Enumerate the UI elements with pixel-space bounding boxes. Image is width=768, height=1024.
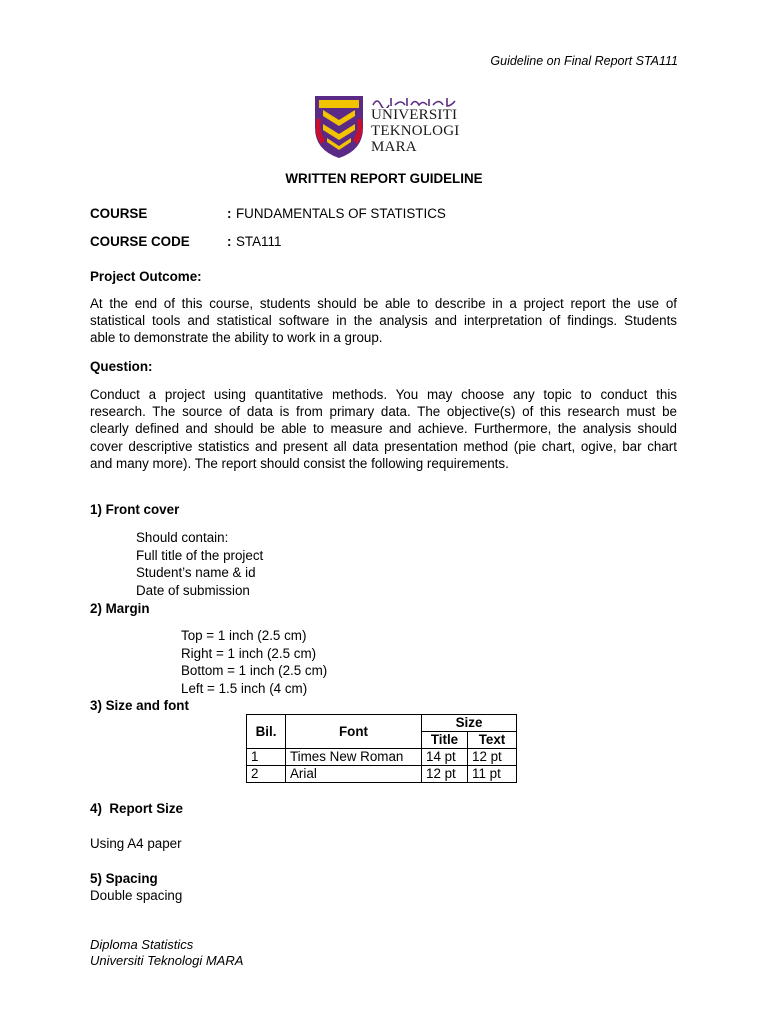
front-cover-item: Date of submission — [136, 582, 250, 598]
header-title: Title — [422, 732, 468, 749]
question-line: Conduct a project using quantitative methods. You may choose any topic to conduct this — [90, 387, 677, 402]
table-header-row — [247, 715, 517, 732]
question-line: clearly defined and should be able to measure and achieve. Furthermore, the analysis should — [90, 421, 677, 437]
front-cover-heading: 1) Front cover — [90, 502, 180, 517]
logo-line-3: MARA — [371, 139, 417, 155]
cell-font: Times New Roman — [286, 749, 422, 766]
logo-wordmark — [371, 107, 459, 155]
spacing-text: Double spacing — [90, 888, 183, 903]
margin-heading: 2) Margin — [90, 601, 150, 616]
question-heading: Question: — [90, 359, 153, 374]
report-size-heading: 4) Report Size — [90, 801, 184, 816]
header-font: Font — [286, 715, 422, 749]
size-font-heading: 3) Size and font — [90, 698, 189, 713]
margin-item: Bottom = 1 inch (2.5 cm) — [181, 663, 328, 679]
course-code-value: STA111 — [236, 234, 282, 249]
footer-line-2: Universiti Teknologi MARA — [90, 953, 244, 968]
table-row — [247, 766, 517, 783]
cell-bil: 2 — [247, 766, 286, 783]
project-outcome-paragraph — [90, 295, 677, 347]
header-size: Size — [422, 715, 517, 732]
front-cover-item: Full title of the project — [136, 547, 264, 563]
course-code-colon: : — [227, 234, 232, 249]
cell-title-size: 12 pt — [422, 766, 468, 783]
footer-line-1: Diploma Statistics — [90, 937, 194, 952]
question-line: cover descriptive statistics and present all data presentation method (pie chart, ogive, bar chart — [90, 438, 677, 454]
project-outcome-line: At the end of this course, students should be able to describe in a project report the use of — [90, 296, 677, 311]
cell-bil: 1 — [247, 749, 286, 766]
cell-font: Arial — [286, 766, 422, 783]
margin-list — [181, 627, 327, 697]
table-row — [247, 749, 517, 766]
document-title: WRITTEN REPORT GUIDELINE — [285, 171, 483, 186]
report-size-text: Using A4 paper — [90, 836, 182, 851]
cell-text-size: 12 pt — [468, 749, 517, 766]
cell-text-size: 11 pt — [468, 766, 517, 783]
project-outcome-heading: Project Outcome: — [90, 269, 202, 284]
front-cover-list — [136, 529, 263, 599]
margin-item: Left = 1.5 inch (4 cm) — [181, 680, 308, 696]
header-note: Guideline on Final Report STA111 — [490, 54, 678, 68]
course-code-label: COURSE CODE — [90, 234, 190, 249]
course-label: COURSE — [90, 206, 148, 221]
footer — [90, 937, 243, 969]
project-outcome-line: statistical tools and statistical software in the analysis and interpretation of findings. Students — [90, 313, 677, 329]
margin-item: Right = 1 inch (2.5 cm) — [181, 645, 317, 661]
size-font-table — [246, 714, 517, 783]
header-text: Text — [468, 732, 517, 749]
question-paragraph — [90, 386, 677, 472]
course-colon: : — [227, 206, 232, 221]
course-value: FUNDAMENTALS OF STATISTICS — [236, 206, 446, 221]
question-line: research. The source of data is from primary data. The objective(s) of this research must be — [90, 404, 677, 420]
spacing-heading: 5) Spacing — [90, 871, 158, 886]
front-cover-item: Should contain: — [136, 530, 229, 545]
question-line: and many more). The report should consist the following requirements. — [90, 455, 509, 471]
project-outcome-line: able to demonstrate the ability to work in a group. — [90, 330, 383, 346]
cell-title-size: 14 pt — [422, 749, 468, 766]
logo-line-1: UNIVERSITI — [371, 107, 458, 123]
logo-line-2: TEKNOLOGI — [371, 123, 460, 139]
margin-item: Top = 1 inch (2.5 cm) — [181, 628, 307, 643]
header-bil: Bil. — [247, 715, 286, 749]
front-cover-item: Student’s name & id — [136, 565, 256, 581]
